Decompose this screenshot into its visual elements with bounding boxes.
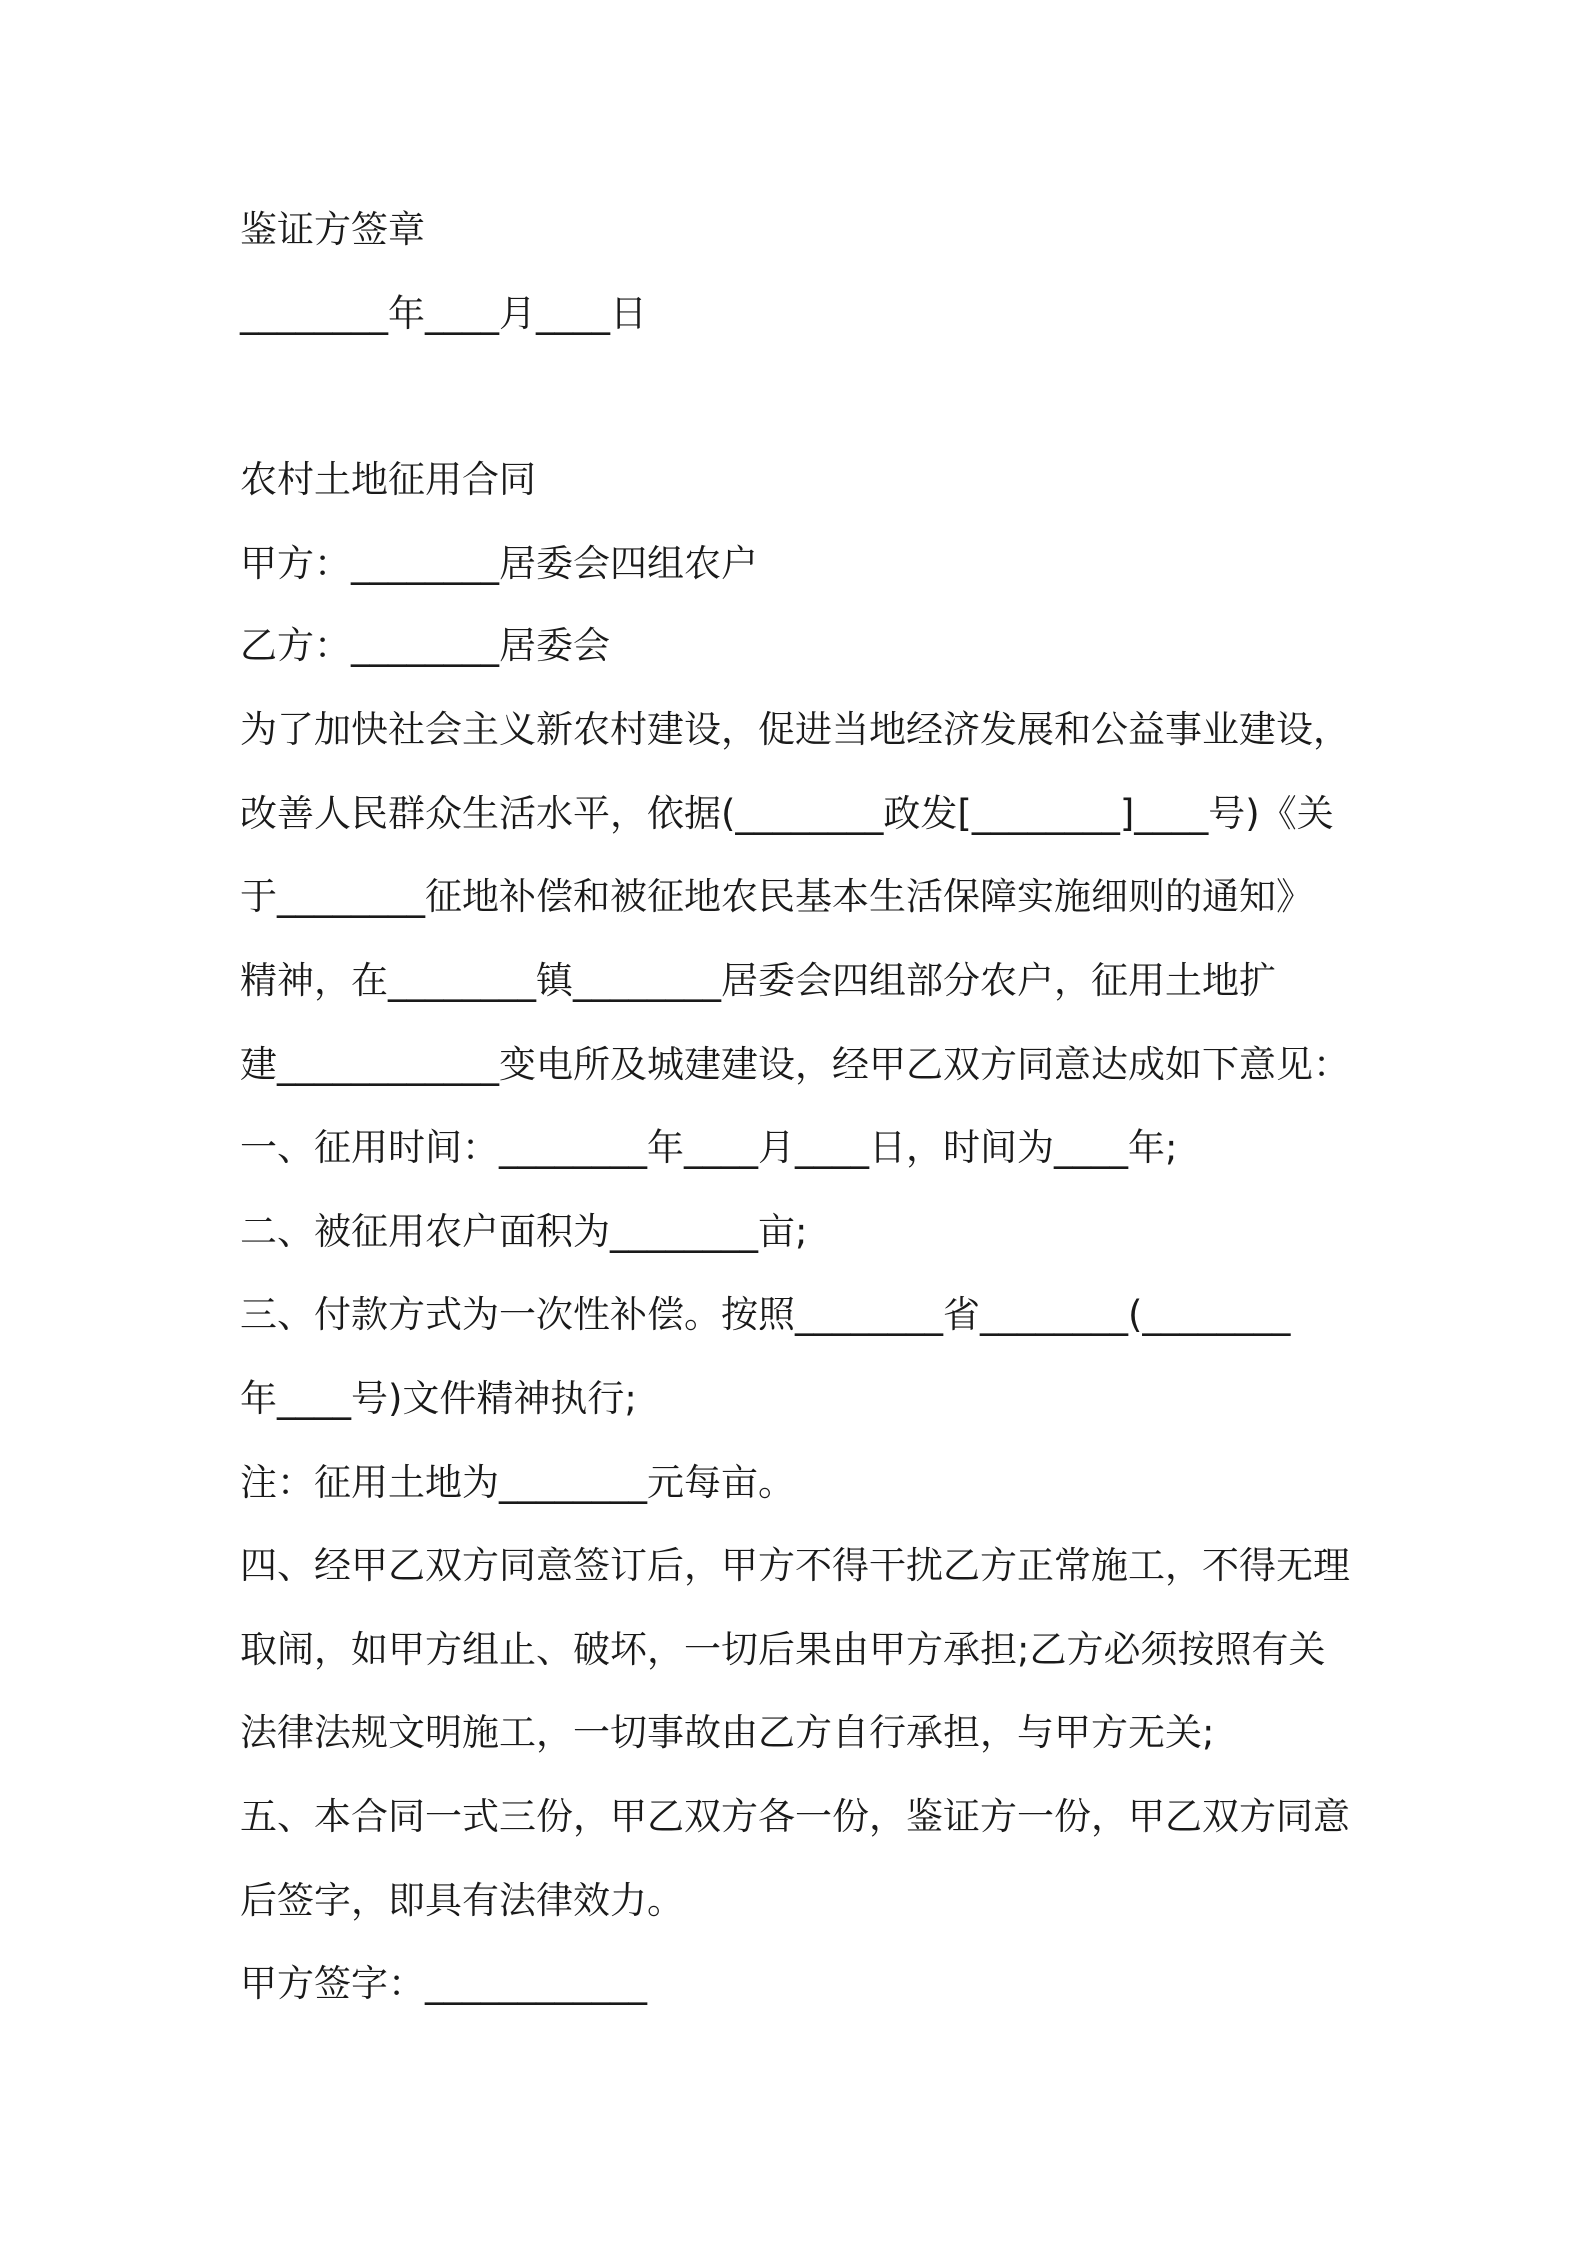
- clause-1-time: 一、征用时间：________年____月____日，时间为____年;: [240, 1126, 1178, 1169]
- clause-5-line-1: 五、本合同一式三份，甲乙双方各一份，鉴证方一份，甲乙双方同意: [240, 1795, 1350, 1838]
- contract-title: 农村土地征用合同: [240, 458, 536, 501]
- party-a-signature-line: 甲方签字：____________: [240, 1962, 647, 2005]
- clause-3-payment-line-2: 年____号)文件精神执行;: [240, 1377, 637, 1420]
- clause-4-line-3: 法律法规文明施工，一切事故由乙方自行承担，与甲方无关;: [240, 1711, 1215, 1754]
- note-land-price: 注：征用土地为________元每亩。: [240, 1461, 795, 1504]
- clause-4-line-1: 四、经甲乙双方同意签订后，甲方不得干扰乙方正常施工，不得无理: [240, 1544, 1350, 1587]
- preamble-line-4: 精神，在________镇________居委会四组部分农户，征用土地扩: [240, 959, 1276, 1002]
- preamble-line-2: 改善人民群众生活水平，依据(________政发[________]____号)《关: [240, 792, 1334, 835]
- clause-4-line-2: 取闹，如甲方组止、破坏，一切后果由甲方承担;乙方必须按照有关: [240, 1628, 1326, 1671]
- preamble-line-5: 建____________变电所及城建建设，经甲乙双方同意达成如下意见：: [240, 1043, 1350, 1086]
- party-a-line: 甲方：________居委会四组农户: [240, 542, 758, 585]
- clause-5-line-2: 后签字，即具有法律效力。: [240, 1879, 684, 1922]
- preamble-line-1: 为了加快社会主义新农村建设，促进当地经济发展和公益事业建设，: [240, 708, 1350, 751]
- verifier-seal-label: 鉴证方签章: [240, 208, 425, 251]
- clause-2-area: 二、被征用农户面积为________亩;: [240, 1210, 808, 1253]
- clause-3-payment-line-1: 三、付款方式为一次性补偿。按照________省________(________: [240, 1293, 1291, 1336]
- preamble-line-3: 于________征地补偿和被征地农民基本生活保障实施细则的通知》: [240, 875, 1313, 918]
- verifier-date-line: ________年____月____日: [240, 292, 647, 335]
- party-b-line: 乙方：________居委会: [240, 624, 610, 667]
